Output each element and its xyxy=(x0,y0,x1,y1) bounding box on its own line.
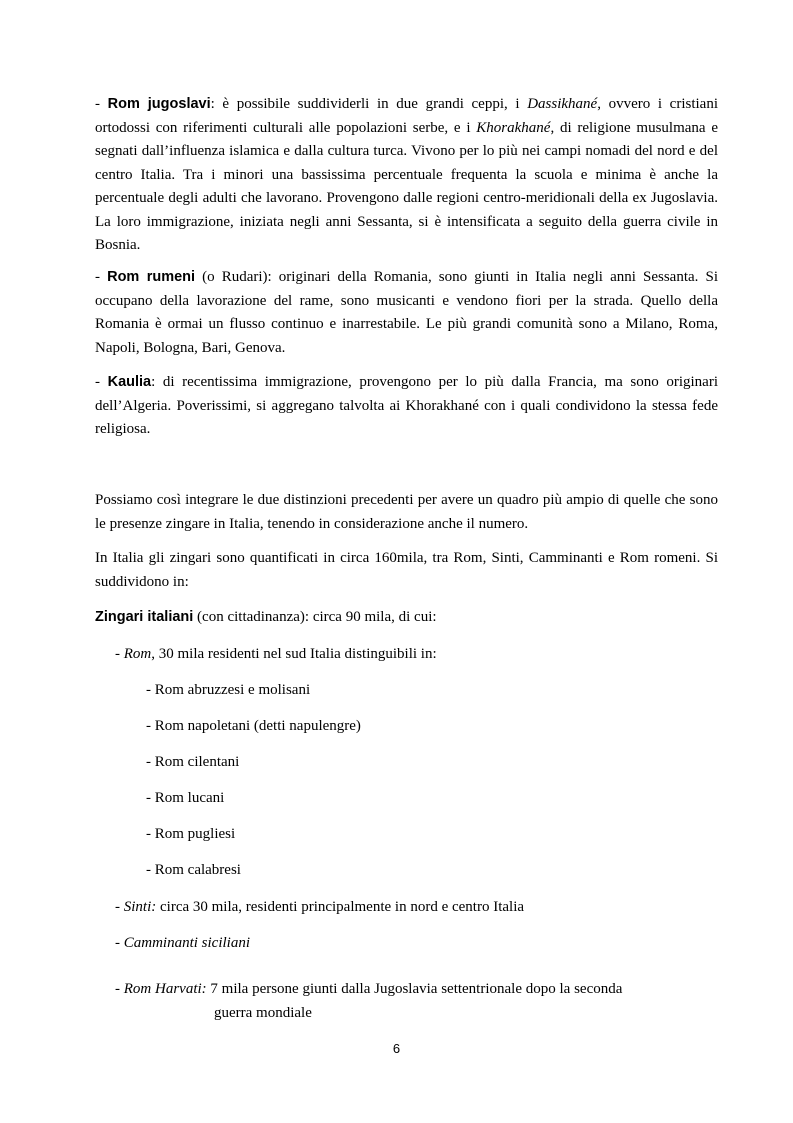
text-segment: : di recentissima immigrazione, provengono per lo più dalla Francia, ma sono originari dell’Algeria. Poverissimi, si aggregano talvolta ai Khorakhané con i quali condividono la stessa fede religiosa. xyxy=(95,374,718,437)
paragraph-quantificati: In Italia gli zingari sono quantificati in circa 160mila, tra Rom, Sinti, Camminanti e Rom romeni. Si suddividono in: xyxy=(95,550,718,590)
text-segment: , ovvero i cristiani ortodossi con riferimenti culturali alle popolazioni serbe, e i xyxy=(95,96,718,136)
list-item-sinti xyxy=(115,897,524,917)
text-segment: : è possibile suddividerli in due grandi ceppi, i xyxy=(210,96,528,112)
subgroup-item: - Rom cilentani xyxy=(146,754,240,770)
page-number: 6 xyxy=(392,1041,401,1056)
text-segment: , di religione musulmana e segnati dall’influenza islamica e dalla cultura turca. Vivono per lo più nei campi nomadi del nord e del centro Italia. Tra i minori una bassissima percentuale frequenta la scuola e minima è anche la percentuale degli adulti che lavorano. Provengono dalle regioni centro-meridionali della ex Jugoslavia. La loro immigrazione, iniziata negli anni Sessanta, si è intensificata a seguito della guerra civile in Bosnia. xyxy=(95,119,718,253)
text-segment: , 30 mila residenti nel sud Italia distinguibili in: xyxy=(151,646,437,662)
subgroup-item: - Rom calabresi xyxy=(146,862,241,878)
term-rom-jugoslavi: Rom jugoslavi xyxy=(107,96,211,112)
dash: - xyxy=(115,981,124,997)
term-sinti: Sinti: xyxy=(123,899,157,915)
text-segment: (o Rudari): originari della Romania, sono giunti in Italia negli anni Sessanta. Si occupano della lavorazione del rame, sono musicanti e vendono fiori per la strada. Quello della Romania è ormai un flusso continuo e inarrestabile. Le più grandi comunità sono a Milano, Roma, Napoli, Bologna, Bari, Genova. xyxy=(95,269,718,356)
dash: - xyxy=(115,899,124,915)
paragraph-integrare: Possiamo così integrare le due distinzioni precedenti per avere un quadro più ampio di quelle che sono le presenze zingare in Italia, tenendo in considerazione anche il numero. xyxy=(95,492,718,532)
term-camminanti: Camminanti siciliani xyxy=(123,935,251,951)
subgroup-item: - Rom lucani xyxy=(146,790,225,806)
subgroup-item: - Rom pugliesi xyxy=(146,826,236,842)
subgroup-item: - Rom napoletani (detti napulengre) xyxy=(146,718,361,734)
term-dassikhane: Dassikhané xyxy=(527,96,598,112)
paragraph-kaulia xyxy=(95,371,718,442)
dash: - xyxy=(115,935,124,951)
paragraph-rom-rumeni xyxy=(95,266,718,360)
list-item-rom-harvati-continuation: guerra mondiale xyxy=(214,1005,312,1021)
paragraph-rom-jugoslavi xyxy=(95,93,718,258)
text-segment: 7 mila persone giunti dalla Jugoslavia settentrionale dopo la seconda xyxy=(206,981,623,997)
term-zingari-italiani: Zingari italiani xyxy=(95,609,194,625)
list-item-camminanti xyxy=(115,933,250,953)
list-item-rom-harvati xyxy=(115,979,622,999)
lead-dash: - xyxy=(95,269,108,285)
term-rom: Rom xyxy=(123,646,152,662)
heading-zingari-italiani xyxy=(95,607,437,627)
text-segment: circa 30 mila, residenti principalmente in nord e centro Italia xyxy=(156,899,525,915)
text-segment: (con cittadinanza): circa 90 mila, di cui: xyxy=(193,609,437,625)
term-kaulia: Kaulia xyxy=(107,374,152,390)
lead-dash: - xyxy=(95,96,108,112)
term-khorakhane: Khorakhané xyxy=(476,119,551,136)
list-item-rom xyxy=(115,644,437,664)
subgroup-item: - Rom abruzzesi e molisani xyxy=(146,682,311,698)
term-rom-rumeni: Rom rumeni xyxy=(107,269,196,285)
dash: - xyxy=(115,646,124,662)
lead-dash: - xyxy=(95,374,108,390)
term-rom-harvati: Rom Harvati: xyxy=(123,981,207,997)
